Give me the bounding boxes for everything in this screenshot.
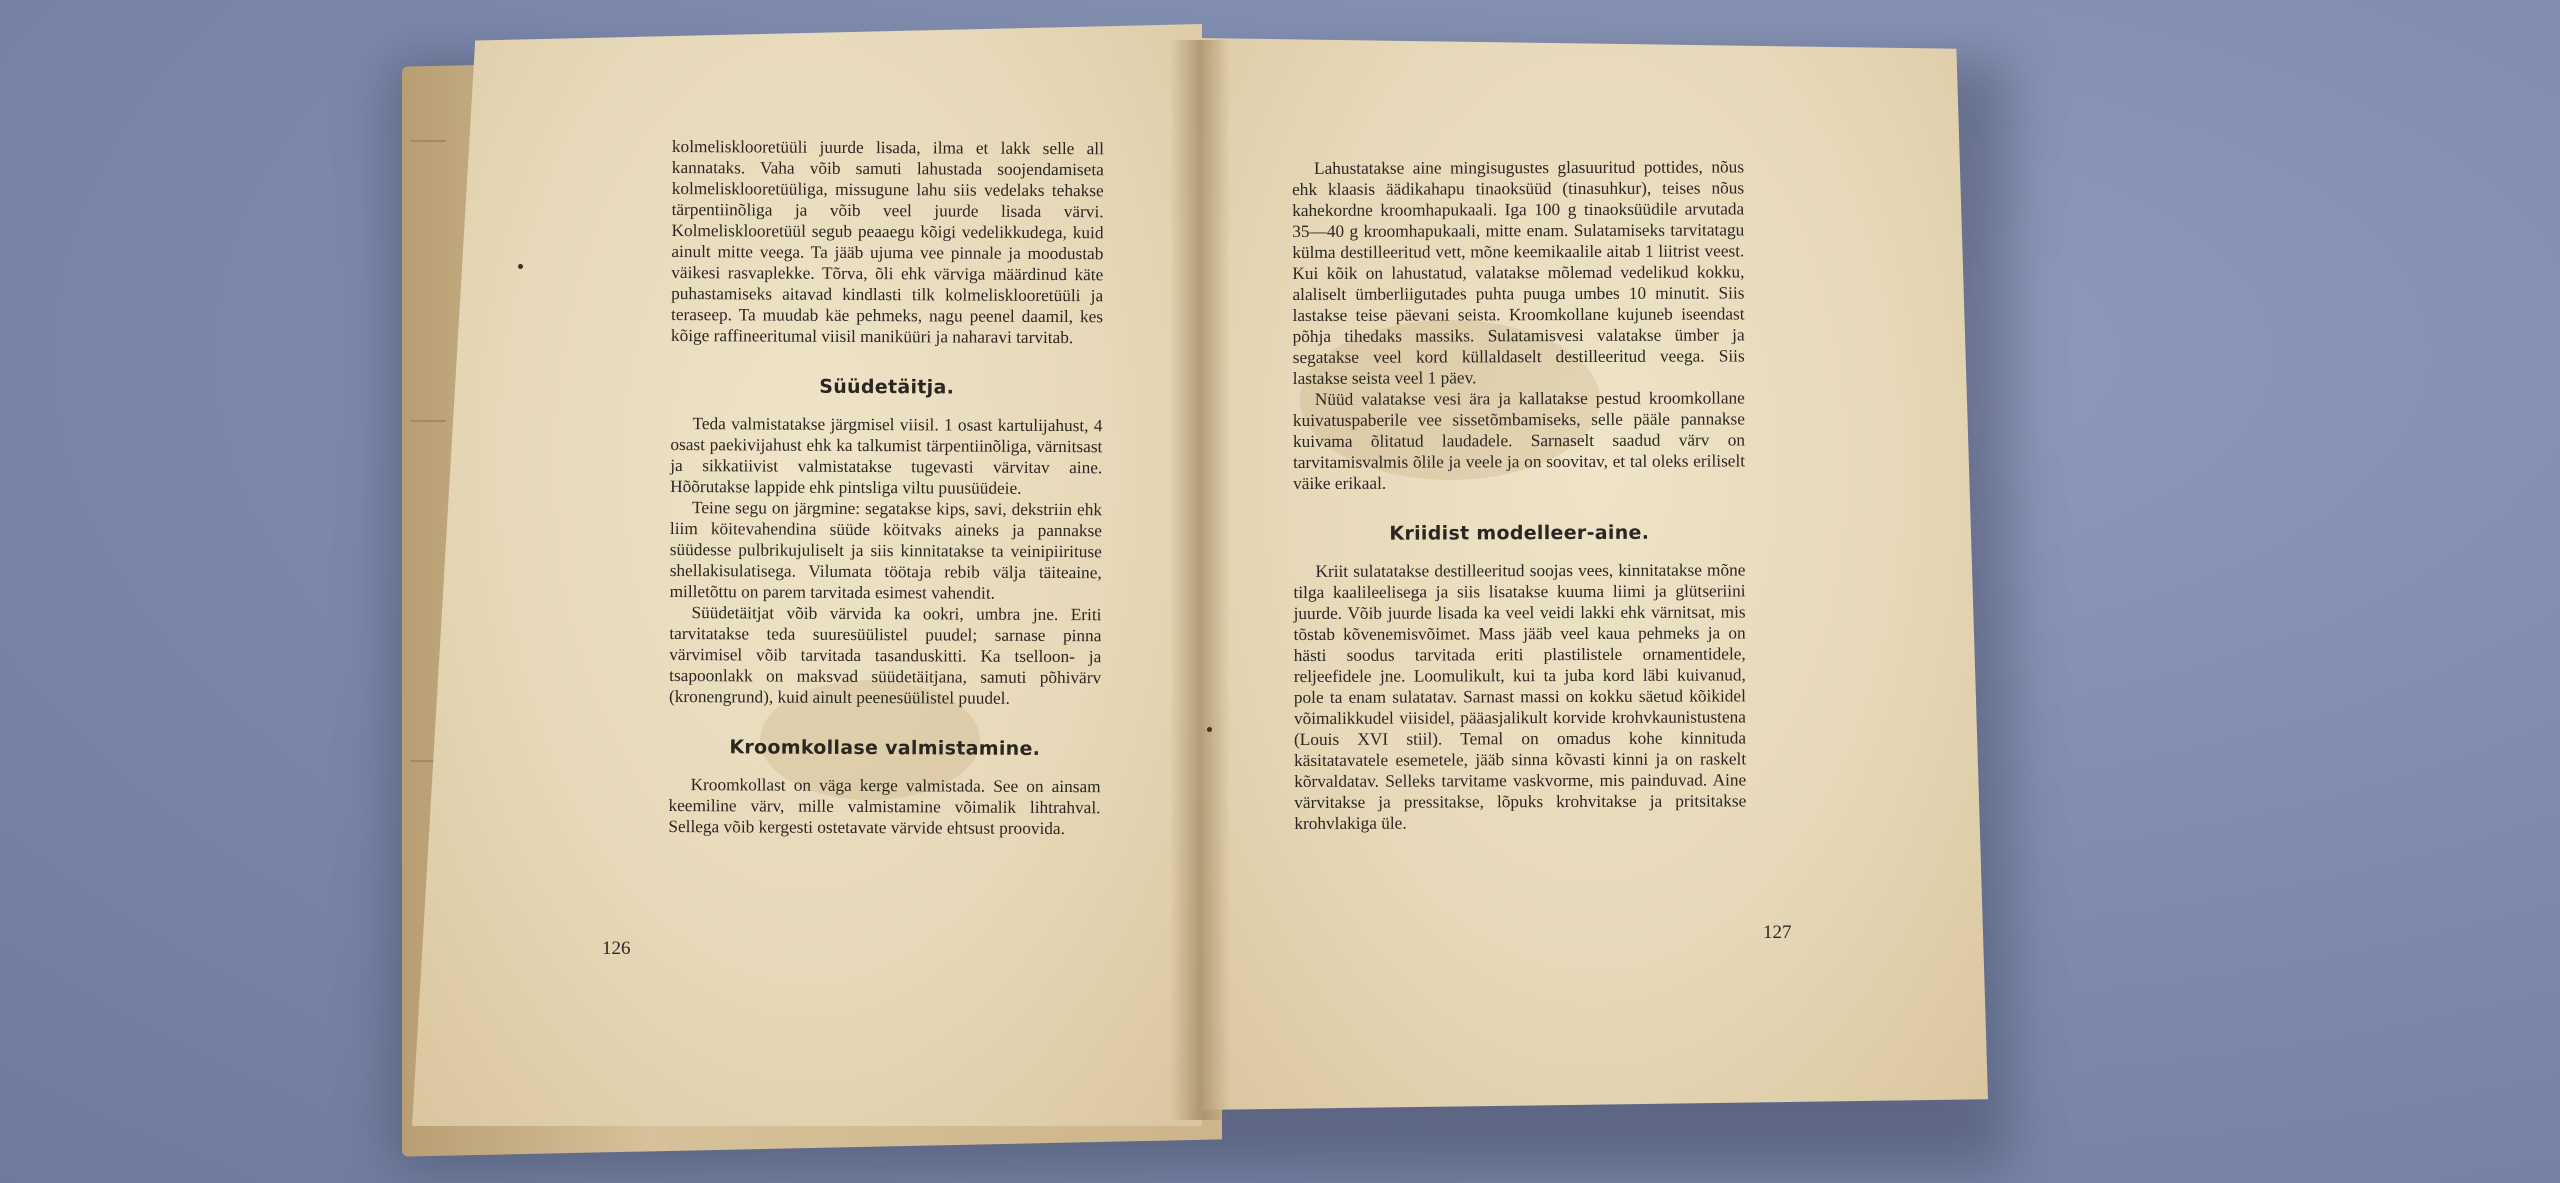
right-page-text [1292,156,1746,834]
paragraph: kolmelisklooretüüli juurde lisada, ilma et lakk selle all kannataks. Vaha võib samuti lahustada soojendamiseta kolmelisklooretüüliga, missugune lahu siis vedelaks tehakse tärpentiinõliga ja võib veel juurde lisada värvi. Kolmelisklooretüül segub peaaegu kõigi vedelikkudega, kuid ainult mitte veega. Ta jääb ujuma vee pinnale ja moodustab väikesi rasvaplekke. Tõrva, õli ehk värviga määrdinud käte puhastamiseks aitavad kindlasti tilk kolmelisklooretüüli ja teraseep. Ta muudab käe pehmeks, nagu peenel daamil, kes kõige raffineeritumal viisil maniküüri ja naharavi tarvitab. [670,136,1104,348]
paragraph: Süüdetäitjat võib värvida ka ookri, umbra jne. Eriti tarvitatakse teda suuresüülistel puudel; sarnase pinna värvimisel võib tarvitada tasanduskitti. Ka tselloon- ja tsapoonlakk on maksvad süüdetäitjana, samuti põhivärv (kronengrund), kuid ainult peenesüülistel puudel. [669,603,1102,708]
section-heading: Süüdetäitja. [819,375,955,399]
paragraph: Nüüd valatakse vesi ära ja kallatakse pestud kroomkollane kuivatuspaberile vee sissetõmbamiseks, selle pääle pannakse kuivama õlitatud laudadele. Sarnaselt saadud värv on tarvitamisvalmis õlile ja veele ja on soovitav, et tal oleks eriliselt väike erikaal. [1292,388,1746,493]
page-number: 127 [1763,922,1792,943]
section-heading: Kriidist modelleer-aine. [1389,521,1650,545]
section-heading: Kroomkollase valmistamine. [729,736,1041,760]
paragraph: Lahustatakse aine mingisugustes glasuuritud pottides, nõus ehk klaasis äädikahapu tinaoksüüd (tinasuhkur), teises nõus kahekordne kroomhapukaali. Iga 100 g tinaoksüüdile arvutada 35—40 g kroomhapukaali, mitte enam. Sulatamiseks tarvitatagu külma destilleeritud vett, mõne keemikaalile aitab 1 liitrist veest. Kui kõik on lahustatud, valatakse mõlemad vedelikud kokku, alaliselt ümberliigutades puhta puuga umbes 10 minutit. Siis lastakse teise päevani seista. Kroomkollane kujuneb iseendast põhja tihedaks massiks. Sulatamisvesi valatakse ümber ja segatakse veel kord küllaldaselt destilleeritud veega. Siis lastakse seista veel 1 päev. [1292,157,1745,388]
paragraph: Kriit sulatatakse destilleeritud soojas vees, kinnitatakse mõne tilga kaalileelisega ja siis lisatakse kuuma liimi ja glütseriini juurde. Võib juurde lisada ka veel veidi lakki ehk värnitsat, mis tõstab kõvenemisvõimet. Mass jääb veel kaua pehmeks ja on hästi soodus tarvitada eriti plastilistele ornamentidele, reljeefidele jne. Loomulikult, kui ta juba kord läbi kuivanud, pole ta enam sulatatav. Sarnast massi on kokku säetud kõikidel võimalikkudel viisidel, pääasjalikult korvide krohvkaunistustena (Louis XVI stiil). Temal on omadus kohe kinnituda käsitatavatele esemetele, jääb sinna kõvasti kinni ja on raskelt kõrvaldatav. Selleks tarvitame vaskvorme, mis painduvad. Aine värvitakse ja pressitakse, lõpuks krohvitakse ja pritsitakse krohvlakiga üle. [1293,560,1747,833]
paragraph: Teda valmistatakse järgmisel viisil. 1 osast kartulijahust, 4 osast paekivijahust ehk ka talkumist tärpentiinõliga, värnitsast ja sikkatiivist valmistatakse tugevasti värvitav aine. Hõõrutakse lappide ehk pintsliga viltu puusüüdeie. [670,414,1103,498]
left-page-text [668,136,1104,839]
paragraph: Kroomkollast on väga kerge valmistada. See on ainsam keemiline värv, mille valmistamine võimalik lihtrahval. Sellega võib kergesti ostetavate värvide ehtsust proovida. [668,775,1101,839]
page-number: 126 [602,938,631,959]
paragraph: Teine segu on järgmine: segatakse kips, savi, dekstriin ehk liim köitevahendina süüde köitvaks aineks ja pannakse süüdesse pulbrikujuliselt ja siis kinnitatakse ta veinipiirituse shellakisulatisega. Vilumata töötaja rebib välja täiteaine, milletõttu on parem tarvitada esimest vahendit. [669,498,1103,603]
staple-hole [518,264,523,269]
book-gutter [1170,40,1230,1120]
page-edge-line [410,420,446,422]
page-edge-line [410,140,446,142]
staple-hole [1207,727,1212,732]
